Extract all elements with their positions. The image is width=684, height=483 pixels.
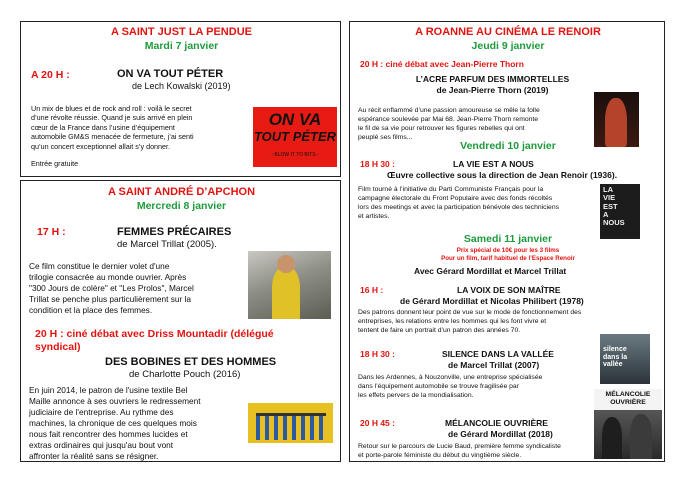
price-info-line1: Prix spécial de 10€ pour les 3 films (456, 247, 560, 254)
film-title: ON VA TOUT PÉTER (117, 68, 224, 80)
showtime: 18 H 30 : (360, 159, 395, 169)
film-poster-melancolie-ouvriere (594, 389, 662, 459)
venue-title: A SAINT JUST LA PENDUE (111, 26, 252, 38)
poster-text-line1: ON VA (268, 110, 322, 129)
poster-figure-left (602, 417, 622, 459)
guests-line: Avec Gérard Mordillat et Marcel Trillat (414, 266, 567, 276)
film-description: Film tourné à l’initiative du Parti Communiste Français pour la campagne électorale du Front Populaire avec des fonds récoltés lors des meetings et avec la participation bénévole des techniciens et artistes. (358, 186, 560, 220)
event-date: Mardi 7 janvier (144, 40, 219, 52)
film-title-la-vie-est-a-nous: LA VIE EST A NOUS (453, 159, 534, 169)
event-box-saint-andre (20, 180, 341, 462)
film-director: de Gérard Mordillat (2018) (448, 429, 553, 439)
film-still-femmes-precaires (248, 251, 331, 319)
film-director: de Lech Kowalski (2019) (132, 81, 231, 91)
film-title-femmes-precaires: FEMMES PRÉCAIRES (117, 226, 232, 238)
event-date: Mercredi 8 janvier (136, 200, 227, 212)
venue-title: A ROANNE AU CINÉMA LE RENOIR (415, 26, 601, 38)
film-title-acre-parfum: L’ACRE PARFUM DES IMMORTELLES (415, 74, 570, 84)
film-description: En juin 2014, le patron de l'usine textile Bel Maille annonce à ses ouvriers le redressement judiciaire de l'entreprise. Au rythme des machines, la chronique de ces quelques mois nous fait rencontrer des hommes lucides et extras ordinaires qui jusqu'au bout vont affronter la réalité sans se résigner. (29, 385, 201, 461)
film-director: de Marcel Trillat (2005). (117, 239, 217, 250)
film-description: Un mix de blues et de rock and roll : voilà le secret d’une révolte réussie. Quand je suis arrivé en plein cœur de la France dans l’usine d’équipement automobile GM&S menacée de fermeture, j’ai senti qu’un concert exceptionnel allait s’y donner. (31, 104, 194, 151)
showtime: 16 H : (360, 285, 384, 295)
film-director: de Gérard Mordillat et Nicolas Philibert (1978) (400, 296, 584, 306)
price-info-line2: Pour un film, tarif habituel de l’Espace Renoir (441, 255, 575, 262)
film-description: Au récit enflammé d’une passion amoureuse se mêle la folle espérance soulevée par Mai 68. Jean-Pierre Thorn remonte le fil de sa vie pour retrouver les figures rebelles qui ont peuplé ses films... (358, 107, 540, 141)
film-description: Dans les Ardennes, à Nouzonville, une entreprise spécialisée dans l’équipement automobile se trouve fragilisée par les effets pervers de la mondialisation. (358, 374, 543, 399)
showtime: 20 H 45 : (360, 418, 395, 428)
poster-title-text: MÉLANCOLIE OUVRIÈRE (605, 391, 651, 406)
film-description: Des patrons donnent leur point de vue sur le mode de fonctionnement des entreprises, les relations entre les hommes qui les font vivre et tentent de faire un portrait d’un patron des années 70. (358, 309, 582, 334)
event-date-vendredi: Vendredi 10 janvier (460, 140, 556, 152)
showtime: A 20 H : (31, 69, 70, 81)
venue-title: A SAINT ANDRÉ D’APCHON (107, 186, 256, 198)
film-director: de Charlotte Pouch (2016) (129, 369, 241, 380)
debate-line: 20 H : ciné débat avec Driss Mountadir (délégué syndical) (35, 328, 274, 353)
film-description: Retour sur le parcours de Lucie Baud, première femme syndicaliste et porte-parole féministe du début du vingtième siècle. (358, 443, 561, 459)
film-director: de Jean-Pierre Thorn (2019) (436, 85, 549, 95)
film-poster-silence-dans-la-vallee (600, 334, 650, 384)
still-machine (256, 413, 326, 440)
still-figure (272, 267, 300, 319)
film-poster (253, 107, 337, 167)
event-box-roanne (349, 21, 665, 462)
poster-figure-right (630, 414, 652, 459)
film-title-la-voix-de-son-maitre: LA VOIX DE SON MAÎTRE (457, 285, 561, 295)
film-title-des-bobines: DES BOBINES ET DES HOMMES (105, 356, 277, 368)
poster-text-line2: TOUT PÉTER (253, 129, 337, 144)
film-poster-la-vie-est-a-nous (600, 184, 640, 239)
poster-title-text: LA VIE EST A NOUS (603, 185, 625, 228)
still-face (277, 255, 295, 273)
film-title-silence-dans-la-vallee: SILENCE DANS LA VALLÉE (442, 349, 554, 359)
film-still-des-bobines (248, 403, 333, 443)
poster-title-text: silence dans la vallée (603, 346, 628, 369)
event-date-jeudi: Jeudi 9 janvier (471, 40, 545, 52)
entry-info: Entrée gratuite (31, 159, 79, 168)
debate-line: 20 H : ciné débat avec Jean-Pierre Thorn (360, 59, 524, 69)
showtime-17h: 17 H : (37, 226, 66, 238)
film-title-melancolie-ouvriere: MÉLANCOLIE OUVRIÈRE (445, 418, 548, 428)
film-poster-acre-parfum (594, 92, 639, 147)
film-subtitle: Œuvre collective sous la direction de Jean Renoir (1936). (387, 170, 618, 180)
film-description: Ce film constitue le dernier volet d'une trilogie consacrée au monde ouvrier. Après "300 Jours de colère" et "Les Prolos", Marcel Trillat se penche plus particulièrement sur la condition et la place des femmes. (29, 261, 194, 315)
showtime: 18 H 30 : (360, 349, 395, 359)
poster-tagline: - BLOW IT TO BITS - (271, 152, 319, 158)
event-date-samedi: Samedi 11 janvier (463, 233, 553, 245)
event-box-saint-just (20, 21, 341, 177)
film-director: de Marcel Trillat (2007) (448, 360, 540, 370)
